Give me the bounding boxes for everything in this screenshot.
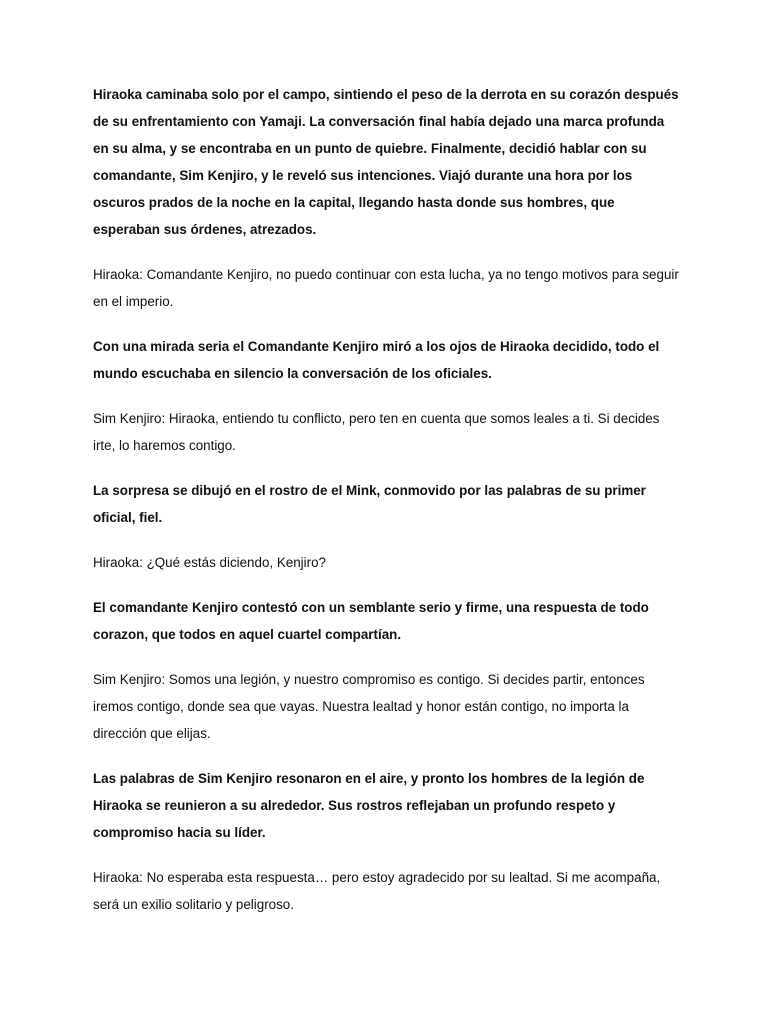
narration-paragraph: Con una mirada seria el Comandante Kenjiro miró a los ojos de Hiraoka decidido, todo el mundo escuchaba en silencio la conversación de los oficiales. <box>93 339 660 381</box>
narration-paragraph: Las palabras de Sim Kenjiro resonaron en el aire, y pronto los hombres de la legión de Hiraoka se reunieron a su alrededor. Sus rostros reflejaban un profundo respeto y compromiso hacia su líder. <box>93 771 645 840</box>
document-page <box>93 81 683 936</box>
dialogue-paragraph: Hiraoka: ¿Qué estás diciendo, Kenjiro? <box>93 555 326 570</box>
dialogue-paragraph: Hiraoka: Comandante Kenjiro, no puedo continuar con esta lucha, ya no tengo motivos para seguir en el imperio. <box>93 267 679 309</box>
narration-paragraph: Hiraoka caminaba solo por el campo, sintiendo el peso de la derrota en su corazón después de su enfrentamiento con Yamaji. La conversación final había dejado una marca profunda en su alma, y se encontraba en un punto de quiebre. Finalmente, decidió hablar con su comandante, Sim Kenjiro, y le reveló sus intenciones. Viajó durante una hora por los oscuros prados de la noche en la capital, llegando hasta donde sus hombres, que esperaban sus órdenes, atrezados. <box>93 87 679 237</box>
narration-paragraph: La sorpresa se dibujó en el rostro de el Mink, conmovido por las palabras de su primer oficial, fiel. <box>93 483 646 525</box>
dialogue-paragraph: Hiraoka: No esperaba esta respuesta… pero estoy agradecido por su lealtad. Si me acompaña, será un exilio solitario y peligroso. <box>93 870 661 912</box>
dialogue-paragraph: Sim Kenjiro: Somos una legión, y nuestro compromiso es contigo. Si decides partir, entonces iremos contigo, donde sea que vayas. Nuestra lealtad y honor están contigo, no importa la dirección que elijas. <box>93 672 645 741</box>
dialogue-paragraph: Sim Kenjiro: Hiraoka, entiendo tu conflicto, pero ten en cuenta que somos leales a ti. Si decides irte, lo haremos contigo. <box>93 411 660 453</box>
narration-paragraph: El comandante Kenjiro contestó con un semblante serio y firme, una respuesta de todo corazon, que todos en aquel cuartel compartían. <box>93 600 649 642</box>
